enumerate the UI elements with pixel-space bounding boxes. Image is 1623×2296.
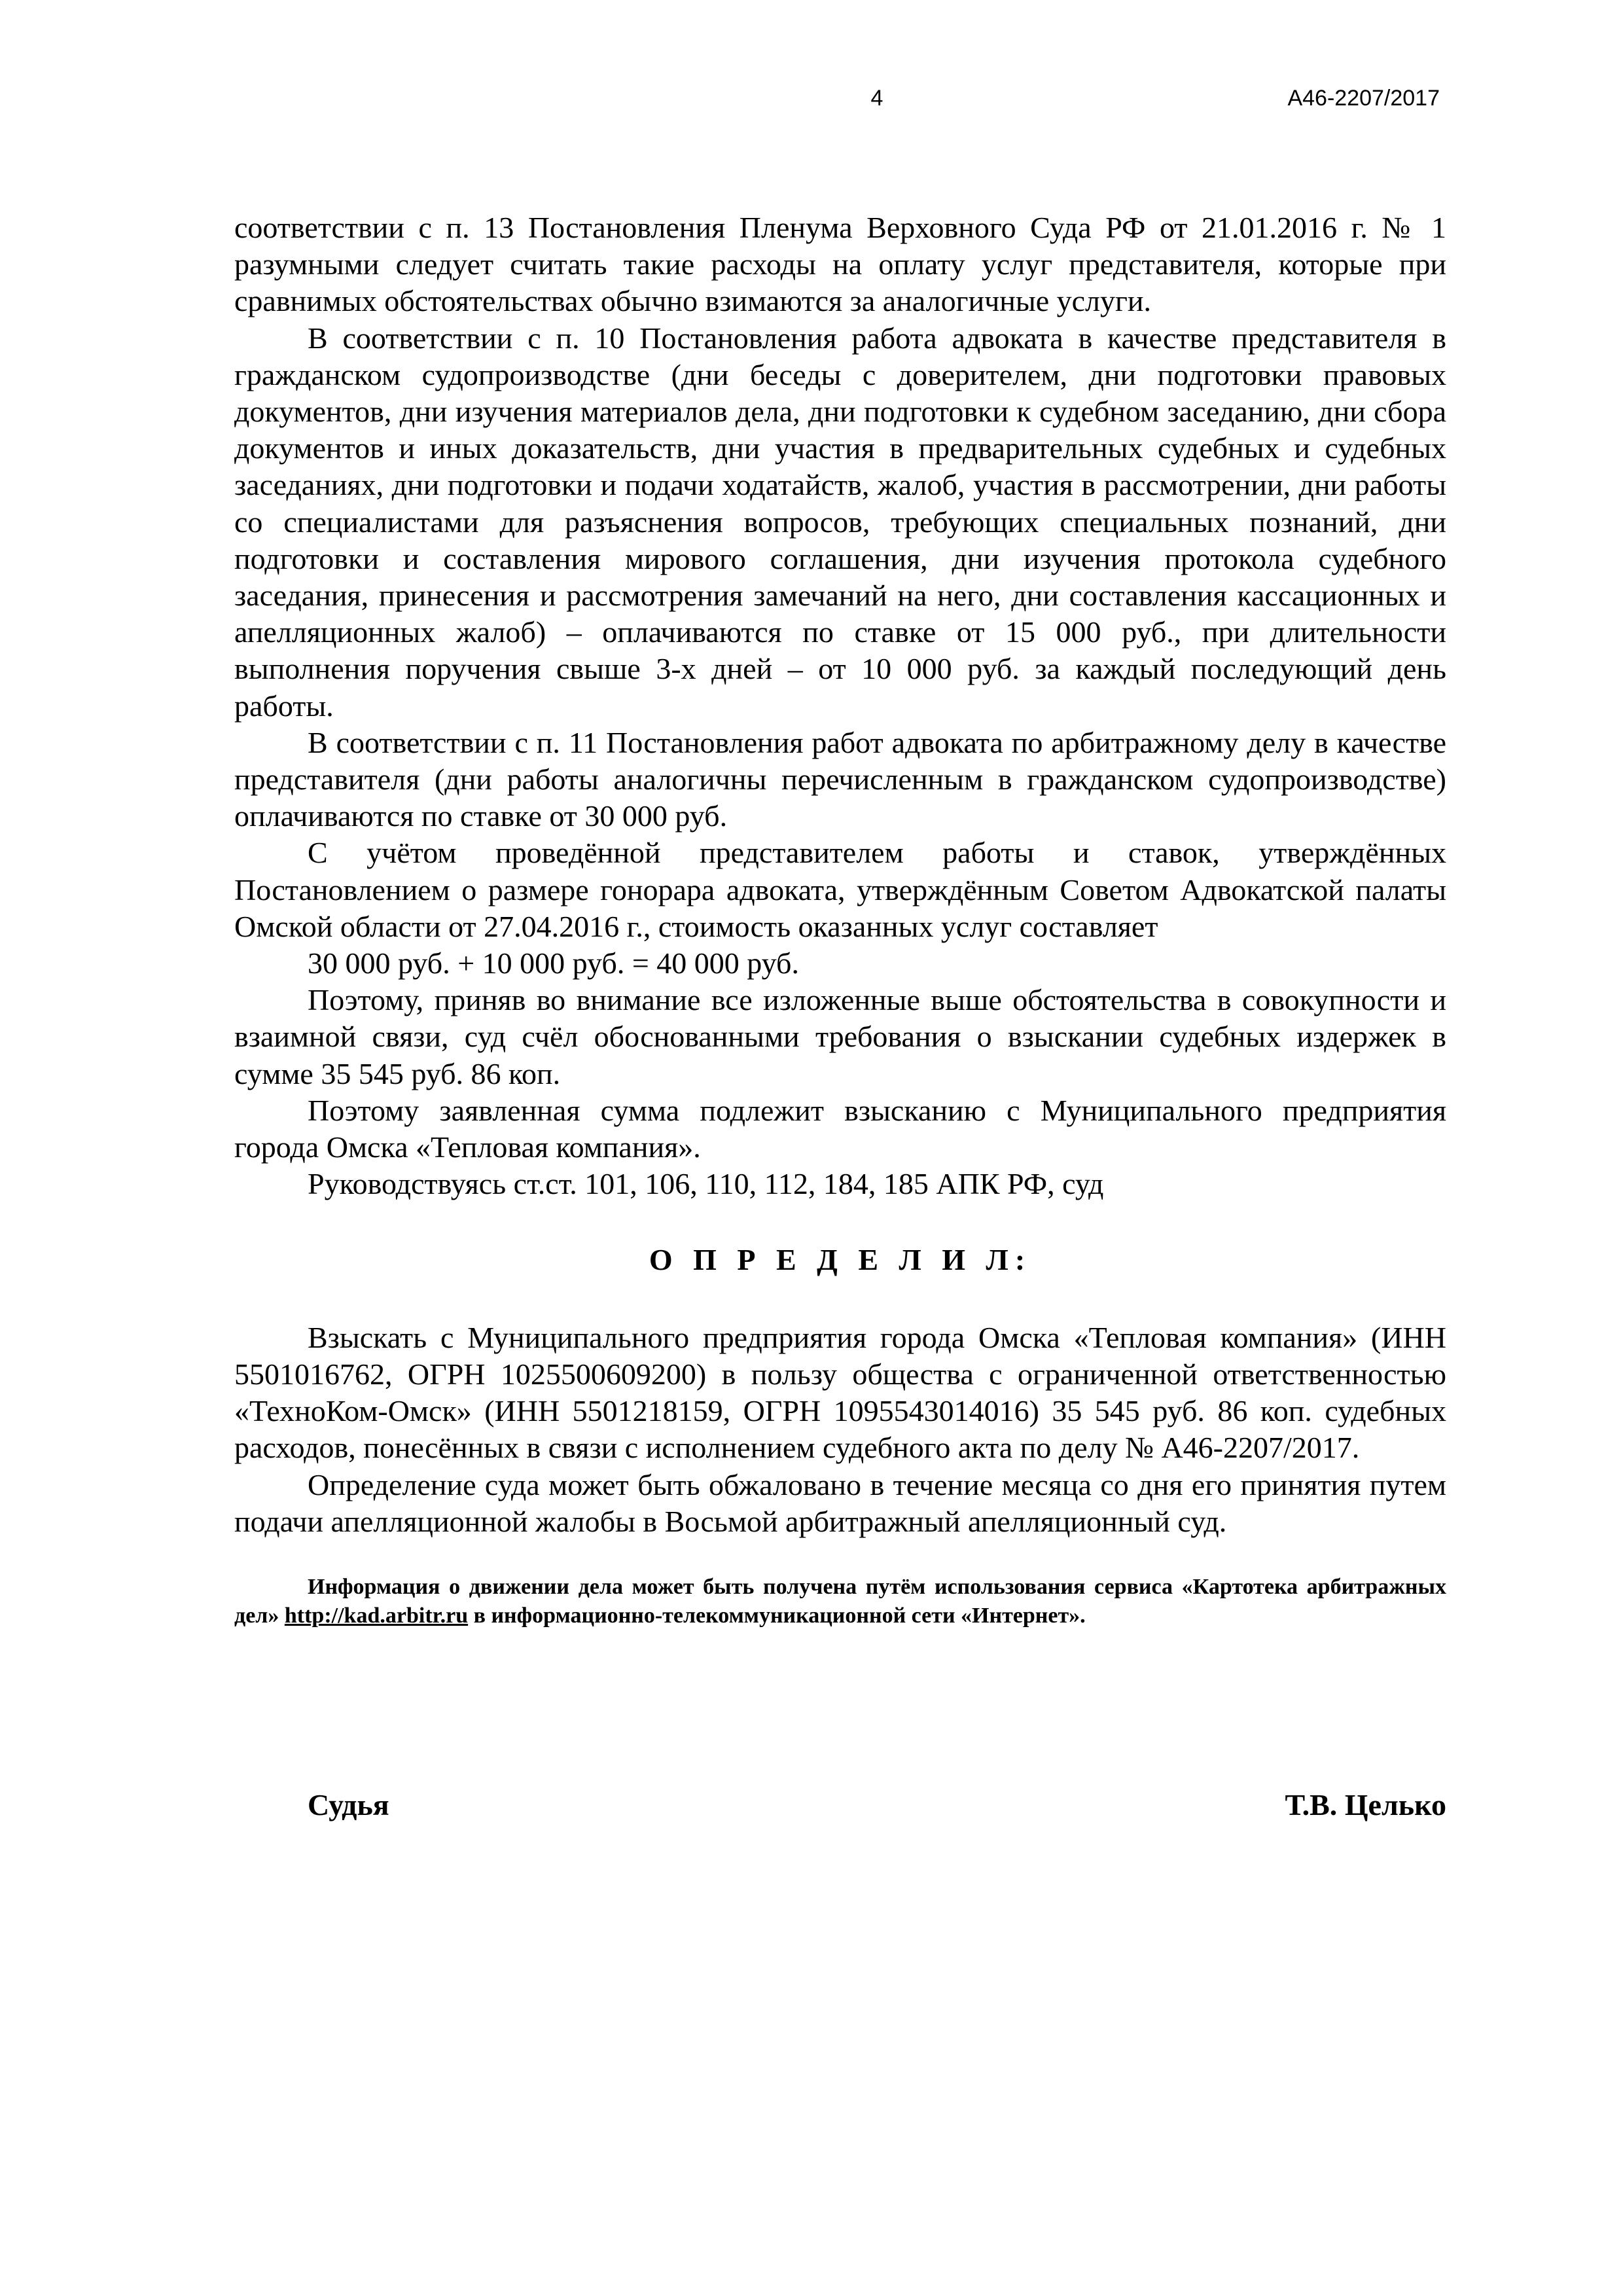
ruling-paragraph-appeal: Определение суда может быть обжаловано в течение месяца со дня его принятия путем подачи апелляционной жалобы в Восьмой арбитражный апелляционный суд.: [234, 1467, 1446, 1538]
paragraph-rates: С учётом проведённой представителем работы и ставок, утверждённых Постановлением о размере гонорара адвоката, утверждённым Советом Адвокатской палаты Омской области от 27.04.2016 г., стоимость оказанных услуг составляет: [234, 836, 1446, 943]
info-text-after: в информационно-телекоммуникационной сети «Интернет».: [468, 1603, 1086, 1628]
info-text-before: Информация о движении дела может быть получена путём использования сервиса «Картотека арбитражных дел»: [234, 1574, 1446, 1628]
signature-name: Т.В. Целько: [1285, 1788, 1446, 1821]
kad-arbitr-link[interactable]: http://kad.arbitr.ru: [284, 1603, 469, 1628]
signature-role: Судья: [308, 1788, 389, 1821]
document-body: [234, 209, 1446, 1630]
ruling-paragraph-recover: Взыскать с Муниципального предприятия города Омска «Тепловая компания» (ИНН 5501016762, ОГРН 1025500609200) в пользу общества с ограниченной ответственностью «ТехноКом-Омск» (ИНН 5501218159, ОГРН 1095543014016) 35 545 руб. 86 коп. судебных расходов, понесённых в связи с исполнением судебного акта по делу № А46-2207/2017.: [234, 1320, 1446, 1465]
paragraph-section-10: В соответствии с п. 10 Постановления работа адвоката в качестве представителя в гражданском судопроизводстве (дни беседы с доверителем, дни подготовки правовых документов, дни изучения материалов дела, дни подготовки к судебном заседанию, дни сбора документов и иных доказательств, дни участия в предварительных судебных и судебных заседаниях, дни подготовки и подачи ходатайств, жалоб, участия в рассмотрении, дни работы со специалистами для разъяснения вопросов, требующих специальных познаний, дни подготовки и составления мирового соглашения, дни изучения протокола судебного заседания, принесения и рассмотрения замечаний на него, дни составления кассационных и апелляционных жалоб) – оплачиваются по ставке от 15 000 руб., при длительности выполнения поручения свыше 3-х дней – от 10 000 руб. за каждый последующий день работы.: [234, 321, 1446, 723]
page-number: 4: [870, 86, 883, 111]
paragraph-conclusion: Поэтому, приняв во внимание все изложенные выше обстоятельства в совокупности и взаимной связи, суд счёл обоснованными требования о взыскании судебных издержек в сумме 35 545 руб. 86 коп.: [234, 983, 1446, 1090]
info-notice: [234, 1573, 1446, 1630]
paragraph-continuation: соответствии с п. 13 Постановления Пленума Верховного Суда РФ от 21.01.2016 г. № 1 разумными следует считать такие расходы на оплату услуг представителя, которые при сравнимых обстоятельствах обычно взимаются за аналогичные услуги.: [234, 211, 1446, 318]
paragraph-recovery: Поэтому заявленная сумма подлежит взысканию с Муниципального предприятия города Омска «Тепловая компания».: [234, 1093, 1446, 1164]
paragraph-calculation: 30 000 руб. + 10 000 руб. = 40 000 руб.: [308, 946, 799, 980]
paragraph-legal-basis: Руководствуясь ст.ст. 101, 106, 110, 112, 184, 185 АПК РФ, суд: [308, 1167, 1104, 1201]
paragraph-section-11: В соответствии с п. 11 Постановления работ адвоката по арбитражному делу в качестве представителя (дни работы аналогичны перечисленным в гражданском судопроизводстве) оплачиваются по ставке от 30 000 руб.: [234, 725, 1446, 833]
ruling-title: О П Р Е Д Е Л И Л:: [649, 1243, 1032, 1277]
case-number: А46-2207/2017: [1287, 86, 1440, 111]
